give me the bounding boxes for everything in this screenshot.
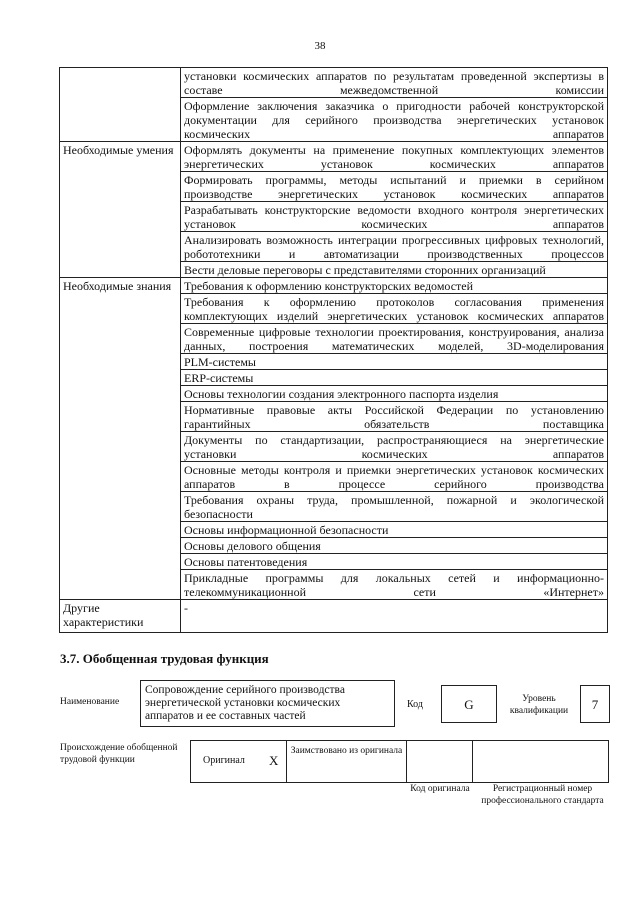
row-label-knowledge: Необходимые знания [60, 278, 181, 600]
table-row [60, 600, 608, 633]
competency-table [59, 67, 608, 633]
level-label: Уровень квалификации [509, 694, 569, 716]
table-cell: Основы технологии создания электронного паспорта изделия [181, 386, 608, 402]
table-cell: Анализировать возможность интеграции прогрессивных цифровых технологий, робототехники и автоматизации производственных процессов [181, 232, 608, 262]
table-cell: Основы информационной безопасности [181, 522, 608, 538]
table-cell: Основы делового общения [181, 538, 608, 554]
table-cell: - [181, 600, 608, 633]
code-original-cell [407, 741, 473, 782]
table-row [60, 142, 608, 172]
origin-label: Происхождение обобщенной трудовой функции [60, 743, 178, 765]
table-cell: Нормативные правовые акты Российской Федерации по установлению гарантийных обязательств поставщика [181, 402, 608, 432]
table-cell: Современные цифровые технологии проектирования, конструирования, анализа данных, построения математических моделей, 3D-моделирования [181, 324, 608, 354]
reg-number-cell [473, 741, 608, 782]
table-cell: Оформление заключения заказчика о пригодности рабочей конструкторской документации для серийного производства энергетических установок космических аппаратов [181, 98, 608, 142]
table-cell: Формировать программы, методы испытаний и приемки в серийном производстве энергетических установок космических аппаратов [181, 172, 608, 202]
table-cell: Прикладные программы для локальных сетей и информационно-телекоммуникационной сети «Интернет» [181, 570, 608, 600]
table-cell: Требования к оформлению протоколов согласования применения комплектующих изделий энергетических установок космических аппаратов [181, 294, 608, 324]
row-label-other: Другие характеристики [60, 600, 181, 633]
original-cell [191, 741, 287, 782]
row-label [60, 68, 181, 142]
table-cell: Вести деловые переговоры с представителями сторонних организаций [181, 262, 608, 278]
table-cell: Основы патентоведения [181, 554, 608, 570]
table-cell: установки космических аппаратов по результатам проведенной экспертизы в составе межведомственной комиссии [181, 68, 608, 98]
table-cell: Оформлять документы на применение покупных комплектующих элементов энергетических установок космических аппаратов [181, 142, 608, 172]
level-box [580, 685, 610, 723]
name-box [140, 680, 395, 727]
page-number: 38 [314, 40, 326, 52]
table-cell: Основные методы контроля и приемки энергетических установок космических аппаратов в процессе серийного производства [181, 462, 608, 492]
section-title: 3.7. Обобщенная трудовая функция [60, 651, 269, 666]
code-label: Код [407, 699, 423, 710]
original-mark: X [269, 753, 279, 768]
table-cell: ERP-системы [181, 370, 608, 386]
name-label: Наименование [60, 697, 120, 707]
table-cell: PLM-системы [181, 354, 608, 370]
row-label-skills: Необходимые умения [60, 142, 181, 278]
table-row [60, 278, 608, 294]
table-cell: Документы по стандартизации, распространяющиеся на энергетические установки космических аппаратов [181, 432, 608, 462]
code-box [441, 685, 497, 723]
table-cell: Разрабатывать конструкторские ведомости входного контроля энергетических установок космических аппаратов [181, 202, 608, 232]
level-value: 7 [591, 697, 599, 712]
code-original-label: Код оригинала [410, 784, 470, 794]
code-value: G [464, 697, 474, 712]
borrowed-cell [287, 741, 407, 782]
origin-table [190, 740, 609, 783]
table-row [60, 68, 608, 98]
table-cell: Требования охраны труда, промышленной, пожарной и экологической безопасности [181, 492, 608, 522]
table-cell: Требования к оформлению конструкторских ведомостей [181, 278, 608, 294]
name-value: Сопровождение серийного производства энергетической установки космических аппаратов и ее составных частей [145, 684, 345, 722]
original-label: Оригинал [203, 755, 245, 766]
reg-number-label: Регистрационный номер профессионального стандарта [481, 784, 604, 806]
borrowed-label: Заимствовано из оригинала [290, 746, 403, 756]
